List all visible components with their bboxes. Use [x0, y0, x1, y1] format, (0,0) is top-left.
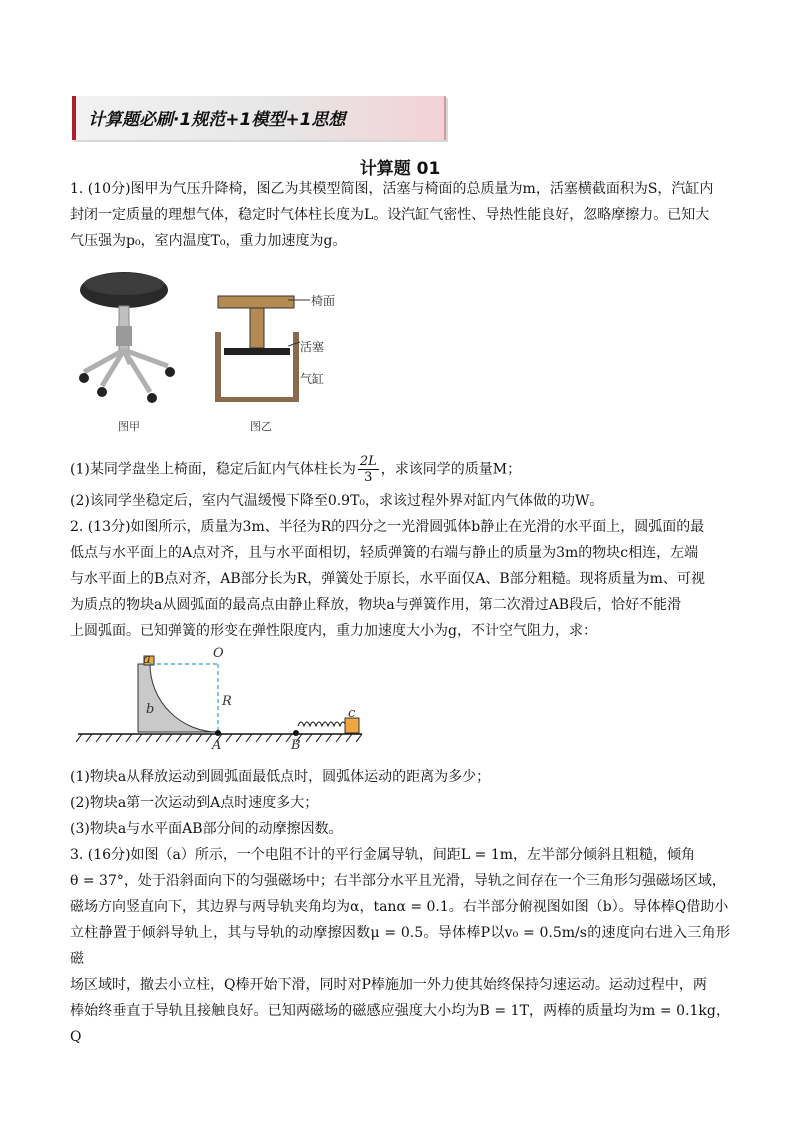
label-cylinder: 气缸	[300, 372, 325, 386]
question-1-stem	[70, 176, 730, 254]
q3-line-3: 磁场方向竖直向下，其边界与两导轨夹角均为α，tanα = 0.1。右半部分俯视图如图（b）。导体棒Q借助小	[70, 899, 729, 915]
q1-line-2: 封闭一定质量的理想气体，稳定时气体柱长度为L。设汽缸气密性、导热性能良好，忽略摩擦力。已知大	[70, 207, 710, 223]
leader-lines	[288, 298, 312, 348]
label-piston: 活塞	[300, 340, 325, 354]
label-c: c	[348, 706, 356, 721]
label-a: a	[143, 652, 151, 667]
q1-sub1-pre: (1)某同学盘坐上椅面，稳定后缸内气体柱长为	[70, 461, 356, 478]
q1-line-1: 1. (10分)图甲为气压升降椅，图乙为其模型简图，活塞与椅面的总质量为m，活塞横截面积为S，汽缸内	[70, 181, 714, 197]
fraction-2L-over-3	[358, 454, 379, 485]
figure-caption-yi: 图乙	[250, 420, 272, 433]
stool-photo-figure	[72, 268, 192, 408]
q1-sub-2: (2)该同学坐稳定后，室内气温缓慢下降至0.9T₀，求该过程外界对缸内气体做的功W。	[70, 493, 604, 509]
label-B: B	[291, 738, 301, 753]
fraction-numerator: 2L	[359, 454, 377, 469]
section-banner	[72, 96, 446, 140]
q3-line-5: 场区域时，撤去小立柱，Q棒开始下滑，同时对P棒施加一外力使其始终保持匀速运动。运动过程中，两	[70, 977, 707, 993]
fraction-denominator: 3	[364, 470, 373, 485]
page-title: 计算题 01	[359, 159, 441, 179]
q1-line-3: 气压强为p₀，室内温度T₀，重力加速度为g。	[70, 233, 347, 249]
q3-line-6: 棒始终垂直于导轨且接触良好。已知两磁场的磁感应强度大小均为B = 1T，两棒的质量均为m = 0.1kg，Q	[70, 1003, 730, 1045]
q2-line-4: 为质点的物块a从圆弧面的最高点由静止释放，物块a与弹簧作用，第二次滑过AB段后，恰好不能滑	[70, 597, 682, 613]
label-R: R	[222, 694, 232, 709]
q1-sub1-post: ，求该同学的质量M；	[380, 461, 522, 478]
question-2-stem	[70, 514, 730, 644]
question-3-stem	[70, 842, 730, 1050]
label-seat: 椅面	[311, 294, 336, 308]
q2-line-2: 低点与水平面上的A点对齐，且与水平面相切，轻质弹簧的右端与静止的质量为3m的物块c相连，左端	[70, 545, 699, 561]
label-A: A	[212, 738, 222, 753]
banner-title: 计算题必刷·1规范+1模型+1思想	[88, 110, 346, 130]
q3-line-2: θ = 37°，处于沿斜面向下的匀强磁场中；右半部分水平且光滑，导轨之间存在一个三角形匀强磁场区域，	[70, 873, 726, 889]
q3-line-1: 3. (16分)如图（a）所示，一个电阻不计的平行金属导轨，间距L = 1m，左半部分倾斜且粗糙，倾角	[70, 847, 696, 863]
q2-line-5: 上圆弧面。已知弹簧的形变在弹性限度内，重力加速度大小为g，不计空气阻力，求：	[70, 623, 597, 639]
q2-line-3: 与水平面上的B点对齐，AB部分长为R，弹簧处于原长，水平面仅A、B部分粗糙。现将质量为m、可视	[70, 571, 705, 587]
label-O: O	[213, 646, 224, 661]
figure-caption-jia: 图甲	[118, 420, 140, 433]
label-b: b	[146, 702, 155, 717]
q2-sub-2: (2)物块a第一次运动到A点时速度多大；	[70, 795, 319, 811]
q2-sub-1: (1)物块a从释放运动到圆弧面最低点时，圆弧体运动的距离为多少；	[70, 769, 491, 785]
q1-sub-1	[70, 454, 521, 485]
q2-line-1: 2. (13分)如图所示，质量为3m、半径为R的四分之一光滑圆弧体b静止在光滑的水平面上，圆弧面的最	[70, 519, 705, 535]
q2-sub-3: (3)物块a与水平面AB部分间的动摩擦因数。	[70, 821, 343, 837]
q3-line-4: 立柱静置于倾斜导轨上，其与导轨的动摩擦因数μ = 0.5。导体棒P以v₀ = 0.5m/s的速度向右进入三角形磁	[70, 925, 730, 967]
